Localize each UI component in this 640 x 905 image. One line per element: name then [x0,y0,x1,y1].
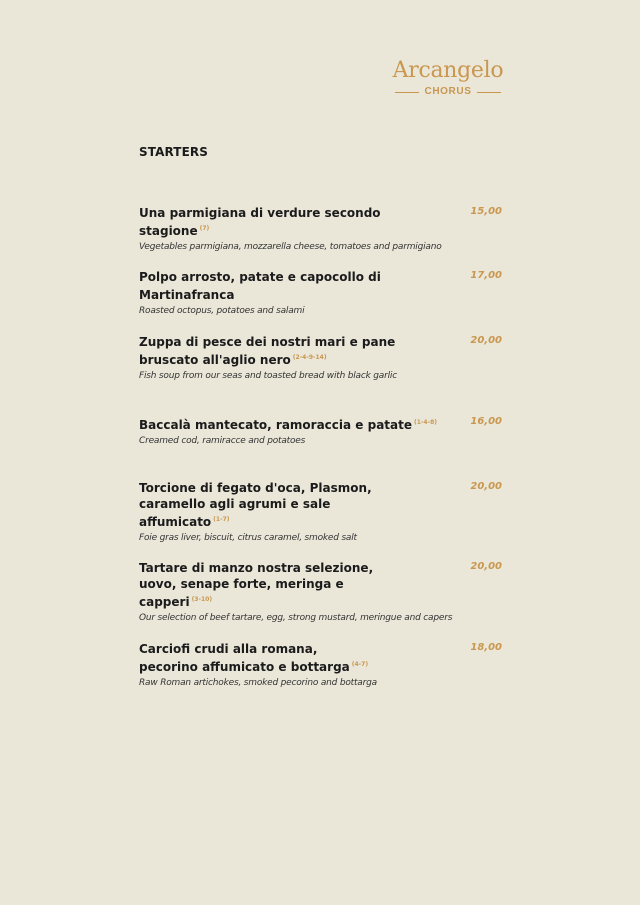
item-allergens: (2-4-9-14) [292,354,327,361]
item-name [139,480,399,530]
item-description: Creamed cod, ramiracce and potatoes [139,436,306,446]
item-name [139,269,449,303]
item-price: 16,00 [470,416,502,427]
item-price: 17,00 [470,270,502,281]
menu-item [139,269,502,317]
item-name-text: Tartare di manzo nostra selezione, uovo, senape forte, meringa e capperi [139,561,374,609]
item-price: 15,00 [470,206,502,217]
logo-divider-left [395,92,419,93]
item-description: Roasted octopus, potatoes and salami [139,306,305,316]
item-price: 18,00 [470,642,502,653]
item-allergens: (4-7) [351,661,369,668]
item-description: Raw Roman artichokes, smoked pecorino and bottarga [139,678,377,688]
item-name-text: Torcione di fegato d'oca, Plasmon, caramello agli agrumi e sale affumicato [139,481,372,529]
item-description: Fish soup from our seas and toasted bread with black garlic [139,371,397,381]
item-name [139,334,439,368]
item-name-text: Zuppa di pesce dei nostri mari e pane bruscato all'aglio nero [139,335,396,367]
item-price: 20,00 [470,335,502,346]
item-name-text: Carciofi crudi alla romana, pecorino affumicato e bottarga [139,642,350,674]
menu-item [139,641,502,689]
menu-item [139,415,502,447]
restaurant-logo [390,56,506,98]
item-description: Our selection of beef tartare, egg, strong mustard, meringue and capers [139,613,453,623]
logo-subtitle: CHORUS [424,86,472,97]
item-name [139,641,369,675]
item-price: 20,00 [470,481,502,492]
menu-item [139,480,502,544]
logo-subtitle-row [390,86,506,98]
item-name [139,560,389,610]
logo-name: Arcangelo [392,58,504,83]
item-description: Foie gras liver, biscuit, citrus caramel, smoked salt [139,533,357,543]
item-allergens: (1-7) [213,516,230,523]
item-allergens: (1-4-8) [414,419,438,426]
item-name [139,415,439,433]
item-allergens: (7) [199,225,210,232]
item-description: Vegetables parmigiana, mozzarella cheese, tomatoes and parmigiano [139,242,442,252]
section-title: STARTERS [139,145,208,159]
item-name-text: Baccalà mantecato, ramoraccia e patate [139,418,413,432]
logo-divider-right [477,92,501,93]
menu-item [139,205,502,253]
item-name-text: Una parmigiana di verdure secondo stagione [139,206,381,238]
menu-item [139,560,502,624]
item-name [139,205,439,239]
item-allergens: (3-10) [191,596,213,603]
item-name-text: Polpo arrosto, patate e capocollo di Martinafranca [139,270,381,302]
menu-item [139,334,502,382]
item-price: 20,00 [470,561,502,572]
